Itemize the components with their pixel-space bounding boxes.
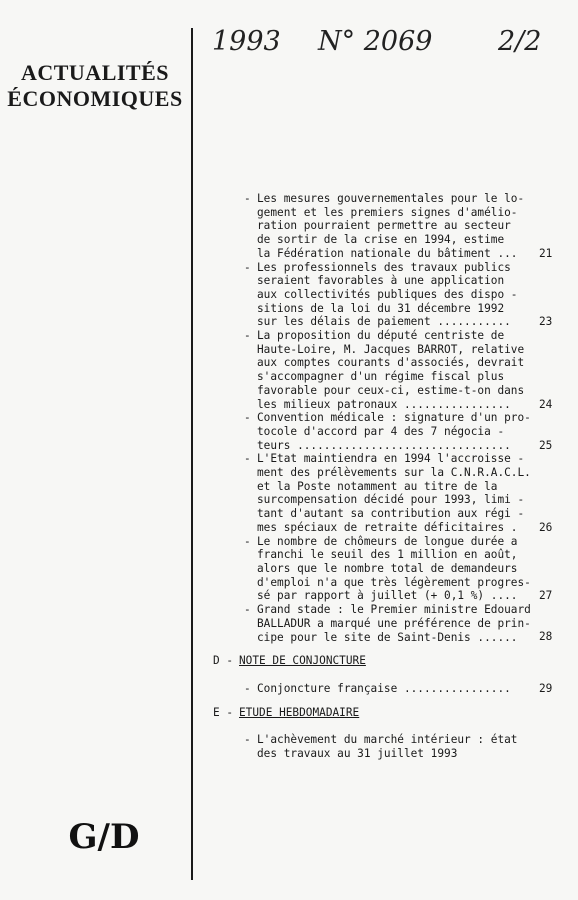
contents-entry <box>230 192 553 261</box>
entry-text-line: s'accompagner d'un régime fiscal plus <box>257 370 505 384</box>
section-letter: D - <box>213 654 234 668</box>
entry-text-line: seraient favorables à une application <box>257 274 505 288</box>
entry-page-number: 24 <box>539 397 553 411</box>
entry-text-line: aux comptes courants d'associés, devrait <box>257 356 525 370</box>
entry-text-line: et la Poste notamment au titre de la <box>257 479 498 493</box>
entry-dash: - <box>244 329 251 343</box>
entry-text-line: Grand stade : le Premier ministre Edouard <box>257 603 531 617</box>
contents-entry <box>230 733 550 760</box>
entry-text-line: tocole d'accord par 4 des 7 négocia - <box>257 424 505 438</box>
entry-dash: - <box>244 260 251 274</box>
entry-text-line: ment des prélèvements sur la C.N.R.A.C.L. <box>257 466 531 480</box>
section-title: NOTE DE CONJONCTURE <box>239 654 366 668</box>
entry-text-line: Haute-Loire, M. Jacques BARROT, relative <box>257 342 525 356</box>
entry-page-number: 25 <box>539 438 553 452</box>
entry-text-line: Le nombre de chômeurs de longue durée a <box>257 534 518 548</box>
section-title: ETUDE HEBDOMADAIRE <box>239 705 360 719</box>
entry-text-line: sitions de la loi du 31 décembre 1992 <box>257 301 505 315</box>
entry-text-line: sur les délais de paiement ........... <box>257 315 511 329</box>
entry-text-line: de sortir de la crise en 1994, estime <box>257 233 505 247</box>
entry-text-line: teurs ................................ <box>257 438 511 452</box>
handwritten-sheet: 2/2 <box>498 26 542 57</box>
contents-entry <box>230 452 553 534</box>
entry-text-line: ration pourraient permettre au secteur <box>257 219 511 233</box>
contents-entry <box>230 260 553 330</box>
entry-text-line: mes spéciaux de retraite déficitaires . <box>257 520 518 534</box>
entry-page-number: 28 <box>539 630 553 644</box>
section-heading <box>213 706 533 720</box>
entry-dash: - <box>244 681 251 695</box>
entry-page-number: 26 <box>539 520 553 534</box>
entry-page-number: 23 <box>539 315 553 329</box>
entry-text-line: des travaux au 31 juillet 1993 <box>257 746 458 760</box>
entry-text-line: Les professionnels des travaux publics <box>257 260 511 274</box>
logo-text: G/D <box>68 817 140 855</box>
contents-list <box>213 192 553 761</box>
entry-text-line: surcompensation décidé pour 1993, limi - <box>257 493 525 507</box>
contents-entry <box>230 681 553 696</box>
contents-entry <box>230 534 553 604</box>
entry-text-line: d'emploi n'a que très légèrement progres- <box>257 575 531 589</box>
entry-text-line: Convention médicale : signature d'un pro- <box>257 411 531 425</box>
entry-text-line: sé par rapport à juillet (+ 0,1 %) .... <box>257 589 518 603</box>
entry-dash: - <box>244 192 251 205</box>
section-spacer <box>230 719 550 733</box>
entry-text-line: cipe pour le site de Saint-Denis ...... <box>257 630 518 644</box>
publication-title-line2: ÉCONOMIQUES <box>7 86 183 111</box>
section-spacer <box>230 644 550 654</box>
handwritten-year: 1993 <box>212 26 281 57</box>
entry-text-line: Conjoncture française ................ <box>257 681 511 695</box>
section-spacer <box>230 696 550 706</box>
entry-page-number: 27 <box>539 589 553 603</box>
handwritten-issue-number: N° 2069 <box>318 26 433 57</box>
entry-page-number: 21 <box>539 246 553 260</box>
column-divider <box>191 28 193 880</box>
entry-text-line: La proposition du député centriste de <box>257 329 505 343</box>
entry-dash: - <box>244 452 251 466</box>
publisher-logo <box>62 815 146 855</box>
entry-text-line: L'achèvement du marché intérieur : état <box>257 733 518 747</box>
entry-text-line: BALLADUR a marqué une préférence de prin- <box>257 616 531 630</box>
entry-text-line: la Fédération nationale du bâtiment ... <box>257 246 518 260</box>
section-letter: E - <box>213 705 234 719</box>
entry-dash: - <box>244 733 251 747</box>
section-spacer <box>230 668 550 682</box>
entry-text-line: franchi le seuil des 1 million en août, <box>257 548 518 562</box>
entry-text-line: favorable pour ceux-ci, estime-t-on dans <box>257 383 525 397</box>
entry-text-line: L'Etat maintiendra en 1994 l'accroisse - <box>257 452 525 466</box>
contents-entry <box>230 329 553 411</box>
contents-entry <box>230 411 553 452</box>
section-heading <box>213 654 533 668</box>
entry-dash: - <box>244 603 251 617</box>
entry-dash: - <box>244 411 251 425</box>
publication-title-line1: ACTUALITÉS <box>20 60 170 85</box>
contents-entry <box>230 603 553 644</box>
entry-text-line: Les mesures gouvernementales pour le lo- <box>257 192 525 205</box>
sidebar <box>0 0 190 900</box>
entry-text-line: gement et les premiers signes d'amélio- <box>257 205 518 219</box>
entry-text-line: alors que le nombre total de demandeurs <box>257 561 518 575</box>
entry-page-number: 29 <box>539 681 553 695</box>
entry-text-line: les milieux patronaux ................ <box>257 397 511 411</box>
entry-dash: - <box>244 534 251 548</box>
entry-text-line: aux collectivités publiques des dispo - <box>257 287 518 301</box>
entry-text-line: tant d'autant sa contribution aux régi - <box>257 507 525 521</box>
